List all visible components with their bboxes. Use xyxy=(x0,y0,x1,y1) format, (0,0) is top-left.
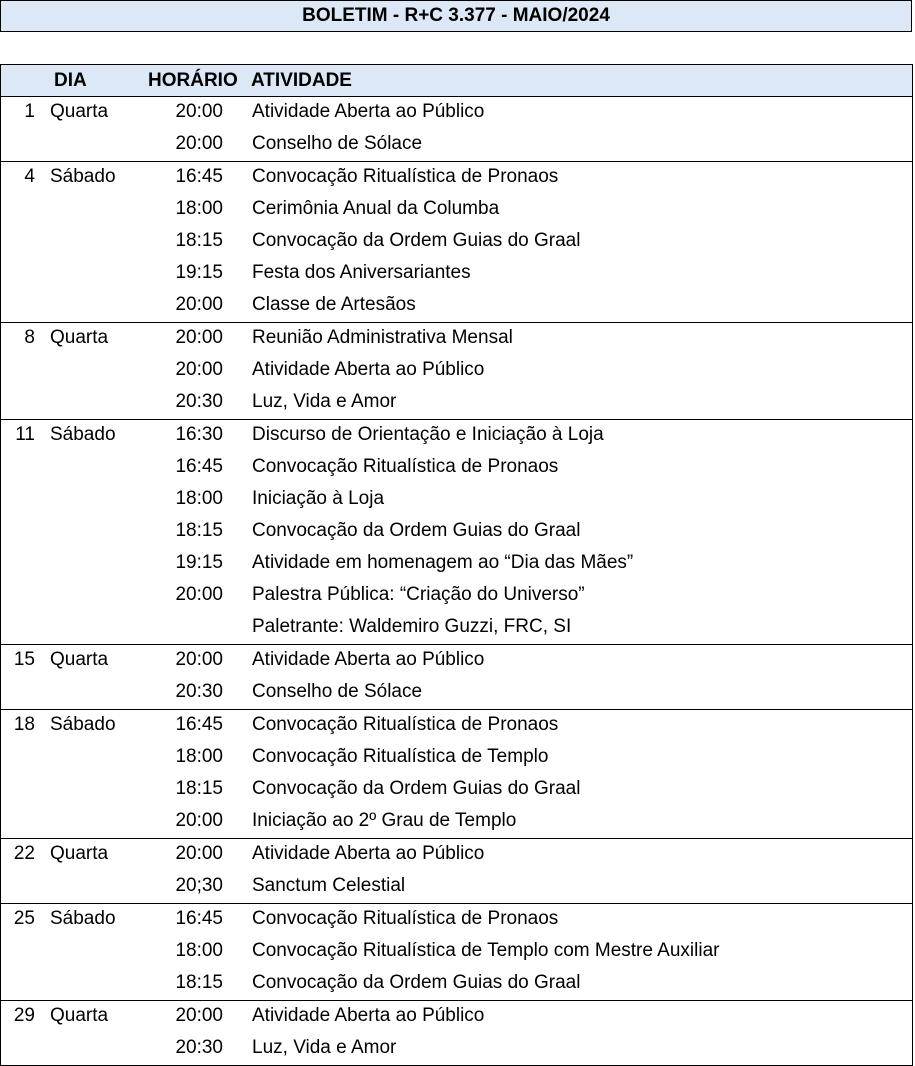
table-row xyxy=(1,516,912,548)
activity-cell: Iniciação ao 2º Grau de Templo xyxy=(252,810,517,831)
activity-cell: Luz, Vida e Amor xyxy=(252,391,397,412)
activity-cell: Atividade Aberta ao Público xyxy=(252,649,485,670)
day-group xyxy=(0,710,913,839)
day-number: 1 xyxy=(24,101,35,122)
time-cell: 18:15 xyxy=(175,230,223,251)
day-number: 4 xyxy=(24,166,35,187)
table-row xyxy=(1,871,912,903)
time-cell: 16:45 xyxy=(175,714,223,735)
time-cell: 20:00 xyxy=(175,810,223,831)
time-cell: 20:30 xyxy=(175,391,223,412)
table-row xyxy=(1,839,912,871)
day-group xyxy=(0,839,913,904)
day-number: 25 xyxy=(13,908,35,929)
table-row xyxy=(1,742,912,774)
activity-cell: Festa dos Aniversariantes xyxy=(252,262,471,283)
activity-cell: Convocação Ritualística de Pronaos xyxy=(252,908,559,929)
time-cell: 18:00 xyxy=(175,488,223,509)
time-cell: 20:30 xyxy=(175,681,223,702)
time-cell: 20:00 xyxy=(175,359,223,380)
day-number: 15 xyxy=(13,649,35,670)
activity-cell: Convocação Ritualística de Pronaos xyxy=(252,166,559,187)
time-cell: 20:00 xyxy=(175,1005,223,1026)
table-row xyxy=(1,968,912,1000)
time-cell: 20;30 xyxy=(175,875,223,896)
activity-cell: Atividade em homenagem ao “Dia das Mães” xyxy=(252,552,634,573)
table-row xyxy=(1,936,912,968)
activity-cell: Luz, Vida e Amor xyxy=(252,1037,397,1058)
time-cell: 16:30 xyxy=(175,424,223,445)
table-row xyxy=(1,387,912,419)
activity-cell: Convocação da Ordem Guias do Graal xyxy=(252,778,581,799)
activity-cell: Convocação Ritualística de Pronaos xyxy=(252,456,559,477)
activity-cell: Atividade Aberta ao Público xyxy=(252,101,485,122)
time-cell: 18:15 xyxy=(175,520,223,541)
table-row xyxy=(1,774,912,806)
time-cell: 20:00 xyxy=(175,294,223,315)
time-cell: 16:45 xyxy=(175,166,223,187)
weekday: Sábado xyxy=(50,424,116,445)
activity-cell: Iniciação à Loja xyxy=(252,488,385,509)
table-row xyxy=(1,355,912,387)
table-row xyxy=(1,904,912,936)
table-row xyxy=(1,420,912,452)
activity-cell: Sanctum Celestial xyxy=(252,875,406,896)
table-row xyxy=(1,548,912,580)
table-row xyxy=(1,1033,912,1065)
activity-cell: Reunião Administrativa Mensal xyxy=(252,327,513,348)
day-group xyxy=(0,323,913,420)
weekday: Quarta xyxy=(50,1005,109,1026)
time-cell: 20:00 xyxy=(175,584,223,605)
activity-cell: Paletrante: Waldemiro Guzzi, FRC, SI xyxy=(252,616,572,637)
bulletin-title-text: BOLETIM - R+C 3.377 - MAIO/2024 xyxy=(302,5,610,26)
day-number: 8 xyxy=(24,327,35,348)
day-group xyxy=(0,904,913,1001)
time-cell: 20:00 xyxy=(175,843,223,864)
table-row xyxy=(1,645,912,677)
table-row xyxy=(1,194,912,226)
weekday: Quarta xyxy=(50,843,109,864)
activity-cell: Convocação da Ordem Guias do Graal xyxy=(252,230,581,251)
table-row xyxy=(1,323,912,355)
time-cell: 16:45 xyxy=(175,908,223,929)
table-row xyxy=(1,484,912,516)
activity-cell: Discurso de Orientação e Iniciação à Loja xyxy=(252,424,604,445)
table-row xyxy=(1,290,912,322)
time-cell: 18:00 xyxy=(175,746,223,767)
header-horario: HORÁRIO xyxy=(148,70,238,91)
time-cell: 18:00 xyxy=(175,198,223,219)
activity-cell: Conselho de Sólace xyxy=(252,133,423,154)
time-cell: 16:45 xyxy=(175,456,223,477)
weekday: Quarta xyxy=(50,327,109,348)
activity-cell: Atividade Aberta ao Público xyxy=(252,1005,485,1026)
header-dia: DIA xyxy=(54,70,87,91)
activity-cell: Convocação da Ordem Guias do Graal xyxy=(252,520,581,541)
activity-cell: Convocação Ritualística de Templo com Mestre Auxiliar xyxy=(252,940,720,961)
activity-cell: Palestra Pública: “Criação do Universo” xyxy=(252,584,585,605)
day-group xyxy=(0,420,913,645)
time-cell: 20:00 xyxy=(175,101,223,122)
day-group xyxy=(0,162,913,323)
day-group xyxy=(0,645,913,710)
weekday: Sábado xyxy=(50,714,116,735)
time-cell: 19:15 xyxy=(175,552,223,573)
time-cell: 20:00 xyxy=(175,327,223,348)
table-row xyxy=(1,162,912,194)
header-atividade: ATIVIDADE xyxy=(251,70,352,91)
table-row xyxy=(1,1001,912,1033)
table-row xyxy=(1,226,912,258)
time-cell: 18:00 xyxy=(175,940,223,961)
day-number: 11 xyxy=(15,424,35,445)
table-row xyxy=(1,612,912,644)
activity-cell: Cerimônia Anual da Columba xyxy=(252,198,500,219)
day-number: 22 xyxy=(13,843,35,864)
day-group xyxy=(0,1001,913,1066)
time-cell: 18:15 xyxy=(175,972,223,993)
schedule-table xyxy=(0,97,913,1066)
table-row xyxy=(1,258,912,290)
table-row xyxy=(1,452,912,484)
day-number: 29 xyxy=(13,1005,35,1026)
activity-cell: Conselho de Sólace xyxy=(252,681,423,702)
time-cell: 20:30 xyxy=(175,1037,223,1058)
table-header xyxy=(0,64,913,97)
time-cell: 20:00 xyxy=(175,133,223,154)
activity-cell: Atividade Aberta ao Público xyxy=(252,843,485,864)
table-row xyxy=(1,97,912,129)
table-row xyxy=(1,710,912,742)
table-row xyxy=(1,129,912,161)
table-row xyxy=(1,580,912,612)
weekday: Sábado xyxy=(50,166,116,187)
table-row xyxy=(1,806,912,838)
day-group xyxy=(0,97,913,162)
activity-cell: Atividade Aberta ao Público xyxy=(252,359,485,380)
weekday: Sábado xyxy=(50,908,116,929)
time-cell: 18:15 xyxy=(175,778,223,799)
table-row xyxy=(1,677,912,709)
activity-cell: Convocação Ritualística de Templo xyxy=(252,746,549,767)
time-cell: 19:15 xyxy=(175,262,223,283)
day-number: 18 xyxy=(13,714,35,735)
weekday: Quarta xyxy=(50,649,109,670)
activity-cell: Convocação da Ordem Guias do Graal xyxy=(252,972,581,993)
bulletin-title xyxy=(0,0,912,32)
weekday: Quarta xyxy=(50,101,109,122)
activity-cell: Classe de Artesãos xyxy=(252,294,416,315)
activity-cell: Convocação Ritualística de Pronaos xyxy=(252,714,559,735)
time-cell: 20:00 xyxy=(175,649,223,670)
